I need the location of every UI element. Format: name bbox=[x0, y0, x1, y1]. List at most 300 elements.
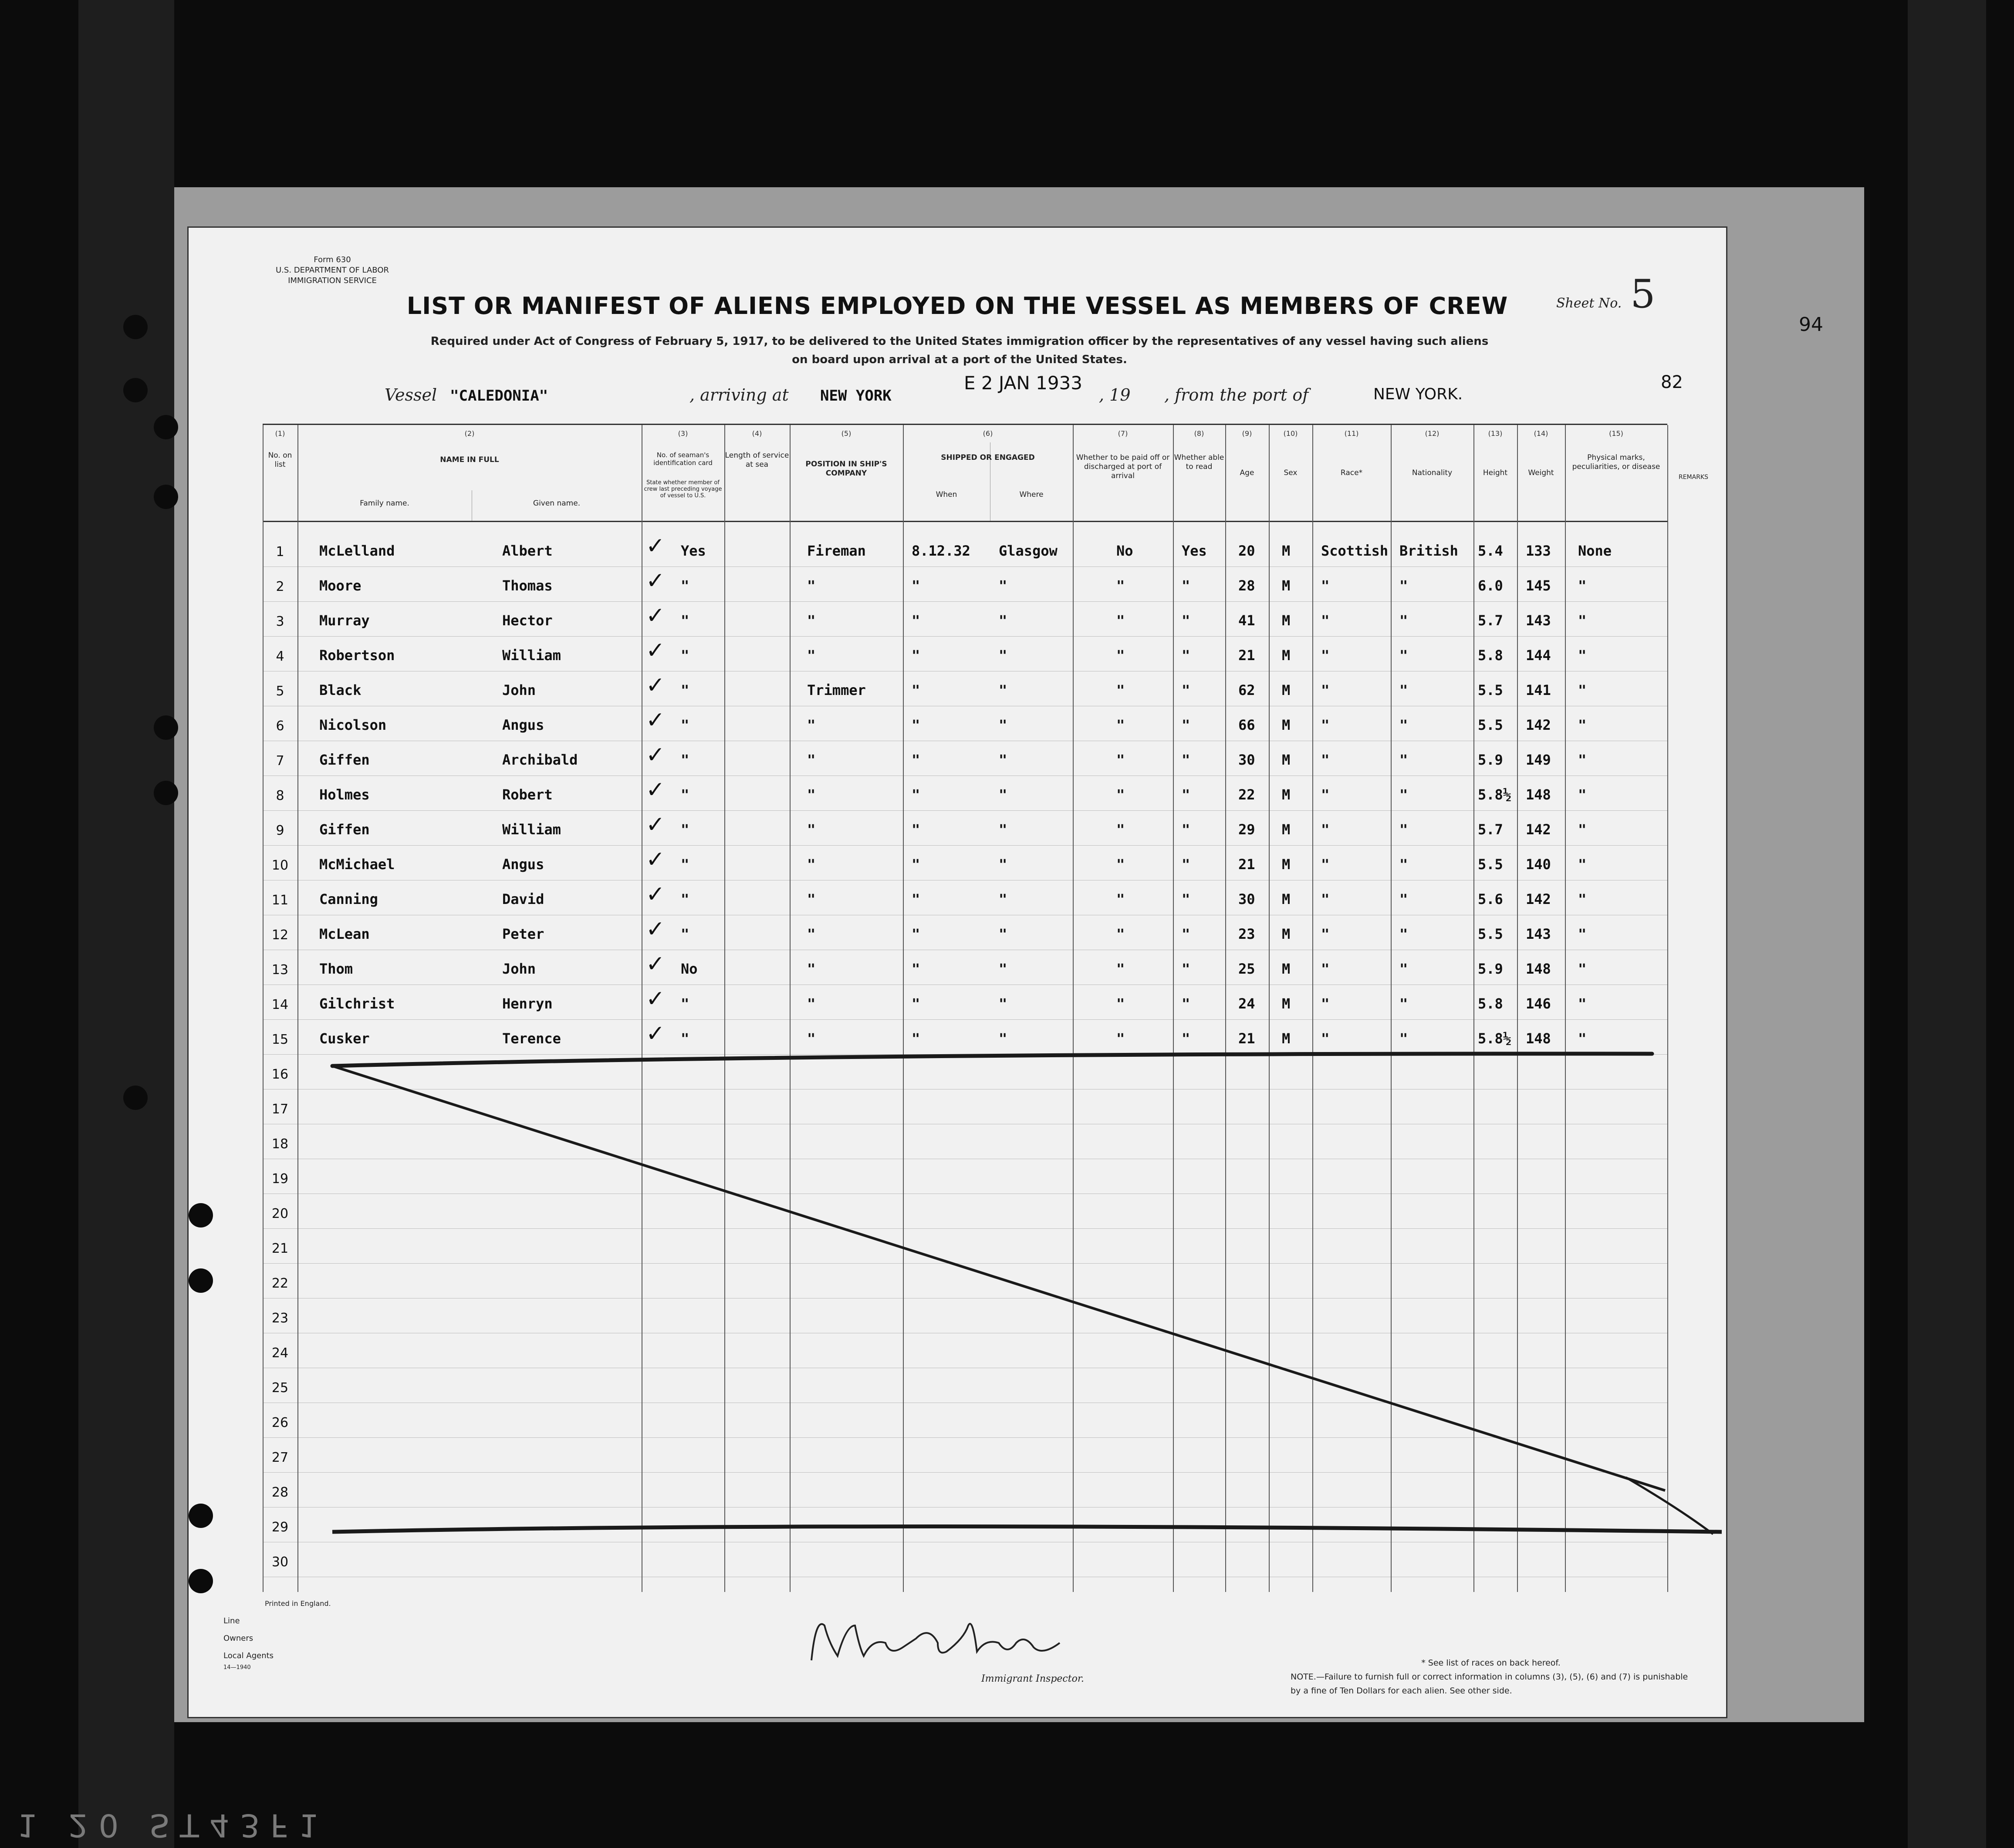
row-number: 22 bbox=[271, 1276, 289, 1291]
col-header-position: POSITION IN SHIP'S COMPANY bbox=[805, 460, 887, 478]
cell-check: ✓ bbox=[646, 881, 665, 907]
col-header-remarks: REMARKS bbox=[1678, 474, 1709, 481]
cell-read: " bbox=[1182, 647, 1190, 664]
cell-family: Cusker bbox=[319, 1030, 370, 1047]
cell-age: 23 bbox=[1238, 926, 1255, 942]
cell-weight: 142 bbox=[1526, 821, 1551, 838]
cell-nationality: " bbox=[1399, 926, 1408, 942]
cell-family: Holmes bbox=[319, 786, 370, 803]
cell-where: " bbox=[999, 1030, 1007, 1047]
cell-where: " bbox=[999, 786, 1007, 803]
cell-age: 20 bbox=[1238, 543, 1255, 559]
vessel-name: "CALEDONIA" bbox=[450, 387, 548, 405]
cancellation-strokes bbox=[189, 228, 1726, 1717]
cell-check: ✓ bbox=[646, 742, 665, 768]
column-number: (11) bbox=[1344, 429, 1359, 438]
col-header-height: Height bbox=[1483, 469, 1508, 477]
cell-age: 66 bbox=[1238, 717, 1255, 733]
cell-weight: 142 bbox=[1526, 717, 1551, 733]
row-number: 11 bbox=[271, 893, 289, 908]
cell-sex: M bbox=[1282, 1030, 1291, 1047]
printed-location: Printed in England. bbox=[265, 1599, 331, 1608]
owners-label: Owners bbox=[223, 1634, 253, 1643]
subtitle-line-1: Required under Act of Congress of February 5, 1917, to be delivered to the United States immigration officer by the representatives of any vessel having such aliens bbox=[430, 335, 1489, 348]
cell-marks: " bbox=[1578, 1030, 1587, 1047]
cell-marks: " bbox=[1578, 612, 1587, 629]
punch-hole bbox=[123, 378, 148, 402]
cell-family: McLean bbox=[319, 926, 370, 942]
cell-height: 5.7 bbox=[1478, 612, 1503, 629]
cell-read: " bbox=[1182, 821, 1190, 838]
punch-hole bbox=[154, 781, 178, 805]
subtitle-line-2: on board upon arrival at a port of the United States. bbox=[792, 353, 1127, 366]
arriving-port: NEW YORK bbox=[820, 387, 892, 405]
cell-weight: 148 bbox=[1526, 1030, 1551, 1047]
cell-when: " bbox=[912, 856, 920, 873]
cell-paid: No bbox=[1116, 543, 1133, 559]
cell-race: " bbox=[1321, 1030, 1330, 1047]
agents-label: Local Agents bbox=[223, 1651, 274, 1660]
row-number: 13 bbox=[271, 962, 289, 978]
row-number: 30 bbox=[271, 1555, 289, 1570]
cell-when: " bbox=[912, 717, 920, 733]
col-header-sex: Sex bbox=[1284, 469, 1298, 477]
column-number: (1) bbox=[275, 429, 285, 438]
cell-sex: M bbox=[1282, 543, 1291, 559]
cell-family: McLelland bbox=[319, 543, 395, 559]
race-note: * See list of races on back hereof. bbox=[1421, 1658, 1561, 1668]
cell-given: Robert bbox=[502, 786, 553, 803]
cell-height: 5.7 bbox=[1478, 821, 1503, 838]
cell-sex: M bbox=[1282, 612, 1291, 629]
cell-age: 30 bbox=[1238, 891, 1255, 907]
cell-weight: 145 bbox=[1526, 577, 1551, 594]
cell-sex: M bbox=[1282, 995, 1291, 1012]
cell-race: " bbox=[1321, 821, 1330, 838]
line-label: Line bbox=[223, 1616, 240, 1625]
cell-given: Angus bbox=[502, 856, 544, 873]
col-header-shipped: SHIPPED OR ENGAGED bbox=[941, 453, 1035, 462]
cell-marks: " bbox=[1578, 577, 1587, 594]
cell-paid: " bbox=[1116, 821, 1125, 838]
manifest-page bbox=[187, 226, 1727, 1718]
cell-where: " bbox=[999, 612, 1007, 629]
cell-position: " bbox=[807, 577, 816, 594]
cell-nationality: " bbox=[1399, 786, 1408, 803]
cell-where: " bbox=[999, 856, 1007, 873]
cell-position: Trimmer bbox=[807, 682, 866, 698]
row-number: 19 bbox=[271, 1171, 289, 1187]
cell-age: 30 bbox=[1238, 752, 1255, 768]
cell-read: Yes bbox=[1182, 543, 1207, 559]
cell-position: " bbox=[807, 821, 816, 838]
cell-paid: " bbox=[1116, 856, 1125, 873]
cell-race: " bbox=[1321, 961, 1330, 977]
cell-family: Giffen bbox=[319, 752, 370, 768]
col-header-race: Race* bbox=[1340, 469, 1363, 477]
arriving-label: , arriving at bbox=[689, 385, 789, 405]
cell-weight: 133 bbox=[1526, 543, 1551, 559]
col-header-read: Whether able to read bbox=[1174, 453, 1224, 471]
cell-position: " bbox=[807, 961, 816, 977]
cell-nationality: " bbox=[1399, 752, 1408, 768]
cell-given: Henryn bbox=[502, 995, 553, 1012]
cell-read: " bbox=[1182, 891, 1190, 907]
cell-prev: " bbox=[681, 612, 689, 629]
cell-prev: No bbox=[681, 961, 698, 977]
cell-read: " bbox=[1182, 717, 1190, 733]
column-number: (13) bbox=[1488, 429, 1503, 438]
cell-prev: " bbox=[681, 717, 689, 733]
column-number: (5) bbox=[841, 429, 852, 438]
sheet-value: 5 bbox=[1630, 271, 1656, 317]
cell-position: " bbox=[807, 995, 816, 1012]
column-number: (9) bbox=[1242, 429, 1252, 438]
from-port: NEW YORK. bbox=[1373, 385, 1463, 403]
cell-position: " bbox=[807, 752, 816, 768]
cell-read: " bbox=[1182, 682, 1190, 698]
inspector-signature bbox=[798, 1599, 1103, 1678]
cell-sex: M bbox=[1282, 786, 1291, 803]
cell-prev: " bbox=[681, 926, 689, 942]
cell-family: Nicolson bbox=[319, 717, 387, 733]
row-number: 6 bbox=[276, 718, 284, 734]
row-number: 4 bbox=[276, 649, 284, 664]
cell-age: 24 bbox=[1238, 995, 1255, 1012]
cell-nationality: " bbox=[1399, 995, 1408, 1012]
cell-age: 41 bbox=[1238, 612, 1255, 629]
row-number: 5 bbox=[276, 684, 284, 699]
cell-age: 28 bbox=[1238, 577, 1255, 594]
column-number: (14) bbox=[1534, 429, 1548, 438]
col-header-nationality: Nationality bbox=[1412, 469, 1453, 477]
cell-height: 5.8 bbox=[1478, 995, 1503, 1012]
cell-given: William bbox=[502, 647, 561, 664]
cell-position: " bbox=[807, 717, 816, 733]
cell-height: 5.5 bbox=[1478, 717, 1503, 733]
cell-check: ✓ bbox=[646, 707, 665, 733]
cell-paid: " bbox=[1116, 577, 1125, 594]
cell-sex: M bbox=[1282, 926, 1291, 942]
year-label: , 19 bbox=[1099, 385, 1131, 405]
cell-prev: " bbox=[681, 856, 689, 873]
cell-read: " bbox=[1182, 577, 1190, 594]
film-strip-right bbox=[1908, 0, 1986, 1848]
cell-height: 5.8½ bbox=[1478, 1030, 1512, 1047]
cell-nationality: " bbox=[1399, 682, 1408, 698]
punch-hole bbox=[154, 485, 178, 509]
cell-weight: 140 bbox=[1526, 856, 1551, 873]
cell-height: 5.5 bbox=[1478, 856, 1503, 873]
cell-check: ✓ bbox=[646, 637, 665, 664]
sheet-label: Sheet No. bbox=[1556, 296, 1622, 311]
cell-marks: " bbox=[1578, 647, 1587, 664]
row-number: 2 bbox=[276, 579, 284, 594]
cell-paid: " bbox=[1116, 961, 1125, 977]
col-header-service-length: Length of service at sea bbox=[725, 451, 789, 469]
cell-when: " bbox=[912, 961, 920, 977]
cell-paid: " bbox=[1116, 647, 1125, 664]
cell-position: " bbox=[807, 1030, 816, 1047]
cell-where: " bbox=[999, 995, 1007, 1012]
col-header-given-name: Given name. bbox=[533, 499, 581, 508]
cell-sex: M bbox=[1282, 577, 1291, 594]
col-header-id-card: No. of seaman's identification card bbox=[653, 451, 713, 467]
cell-when: " bbox=[912, 612, 920, 629]
cell-prev: " bbox=[681, 821, 689, 838]
column-number: (15) bbox=[1609, 429, 1623, 438]
cell-race: " bbox=[1321, 682, 1330, 698]
cell-nationality: British bbox=[1399, 543, 1458, 559]
cell-given: Angus bbox=[502, 717, 544, 733]
row-number: 10 bbox=[271, 858, 289, 873]
cell-height: 6.0 bbox=[1478, 577, 1503, 594]
cell-family: Gilchrist bbox=[319, 995, 395, 1012]
cell-nationality: " bbox=[1399, 717, 1408, 733]
cell-given: Terence bbox=[502, 1030, 561, 1047]
cell-where: " bbox=[999, 821, 1007, 838]
row-number: 14 bbox=[271, 997, 289, 1012]
cell-prev: " bbox=[681, 1030, 689, 1047]
cell-check: ✓ bbox=[646, 986, 665, 1012]
cell-nationality: " bbox=[1399, 612, 1408, 629]
cell-given: John bbox=[502, 682, 536, 698]
cell-race: " bbox=[1321, 647, 1330, 664]
cell-given: Thomas bbox=[502, 577, 553, 594]
row-number: 25 bbox=[271, 1380, 289, 1396]
cell-when: " bbox=[912, 891, 920, 907]
cell-check: ✓ bbox=[646, 846, 665, 873]
cell-marks: " bbox=[1578, 856, 1587, 873]
cell-given: Archibald bbox=[502, 752, 578, 768]
cell-family: Moore bbox=[319, 577, 362, 594]
cell-check: ✓ bbox=[646, 672, 665, 698]
cell-race: " bbox=[1321, 717, 1330, 733]
row-number: 1 bbox=[276, 544, 284, 560]
row-number: 15 bbox=[271, 1032, 289, 1047]
cell-height: 5.5 bbox=[1478, 926, 1503, 942]
cell-when: " bbox=[912, 682, 920, 698]
cell-height: 5.6 bbox=[1478, 891, 1503, 907]
cell-sex: M bbox=[1282, 717, 1291, 733]
cell-nationality: " bbox=[1399, 891, 1408, 907]
cell-age: 29 bbox=[1238, 821, 1255, 838]
cell-race: " bbox=[1321, 995, 1330, 1012]
cell-where: " bbox=[999, 891, 1007, 907]
cell-check: ✓ bbox=[646, 1021, 665, 1047]
cell-race: " bbox=[1321, 926, 1330, 942]
cell-position: " bbox=[807, 647, 816, 664]
cell-nationality: " bbox=[1399, 961, 1408, 977]
cell-weight: 149 bbox=[1526, 752, 1551, 768]
cell-read: " bbox=[1182, 752, 1190, 768]
cell-weight: 148 bbox=[1526, 786, 1551, 803]
cell-given: John bbox=[502, 961, 536, 977]
punch-hole bbox=[123, 1086, 148, 1110]
cell-sex: M bbox=[1282, 856, 1291, 873]
row-number: 12 bbox=[271, 927, 289, 943]
column-number: (4) bbox=[752, 429, 762, 438]
cell-height: 5.8½ bbox=[1478, 786, 1512, 803]
cell-family: Giffen bbox=[319, 821, 370, 838]
cell-read: " bbox=[1182, 995, 1190, 1012]
col-header-where: Where bbox=[1019, 490, 1044, 499]
cell-marks: " bbox=[1578, 821, 1587, 838]
cell-weight: 142 bbox=[1526, 891, 1551, 907]
cell-age: 21 bbox=[1238, 1030, 1255, 1047]
col-header-when: When bbox=[936, 490, 957, 499]
row-number: 20 bbox=[271, 1206, 289, 1221]
form-number: Form 630 bbox=[314, 255, 351, 264]
footer-note bbox=[1291, 1656, 1691, 1698]
column-number: (10) bbox=[1283, 429, 1298, 438]
cell-prev: " bbox=[681, 647, 689, 664]
cell-family: Canning bbox=[319, 891, 378, 907]
cell-family: Thom bbox=[319, 961, 353, 977]
col-header-family-name: Family name. bbox=[360, 499, 409, 508]
cell-where: " bbox=[999, 647, 1007, 664]
row-number: 8 bbox=[276, 788, 284, 803]
cell-marks: " bbox=[1578, 752, 1587, 768]
row-number: 23 bbox=[271, 1311, 289, 1326]
cell-read: " bbox=[1182, 856, 1190, 873]
cell-prev: " bbox=[681, 682, 689, 698]
cell-family: Black bbox=[319, 682, 362, 698]
cell-prev: " bbox=[681, 752, 689, 768]
cell-height: 5.8 bbox=[1478, 647, 1503, 664]
cell-where: " bbox=[999, 717, 1007, 733]
cell-marks: " bbox=[1578, 926, 1587, 942]
cell-height: 5.9 bbox=[1478, 961, 1503, 977]
row-number: 21 bbox=[271, 1241, 289, 1256]
cell-where: " bbox=[999, 577, 1007, 594]
row-number: 16 bbox=[271, 1067, 289, 1082]
vessel-label: Vessel bbox=[385, 385, 437, 405]
cell-given: Hector bbox=[502, 612, 553, 629]
inspector-label: Immigrant Inspector. bbox=[981, 1673, 1084, 1684]
cell-marks: " bbox=[1578, 891, 1587, 907]
cell-race: " bbox=[1321, 612, 1330, 629]
cell-given: William bbox=[502, 821, 561, 838]
cell-sex: M bbox=[1282, 647, 1291, 664]
cell-position: " bbox=[807, 891, 816, 907]
row-number: 29 bbox=[271, 1520, 289, 1535]
row-number: 27 bbox=[271, 1450, 289, 1465]
cell-age: 21 bbox=[1238, 856, 1255, 873]
penalty-note: NOTE.—Failure to furnish full or correct information in columns (3), (5), (6) and (7) is punishable by a fine of Ten Dollars for each alien. See other side. bbox=[1291, 1672, 1688, 1696]
row-number: 3 bbox=[276, 614, 284, 629]
cell-marks: " bbox=[1578, 961, 1587, 977]
sheet-margin-number: 82 bbox=[1661, 372, 1683, 392]
cell-check: ✓ bbox=[646, 777, 665, 803]
cell-nationality: " bbox=[1399, 856, 1408, 873]
cell-where: " bbox=[999, 682, 1007, 698]
cell-read: " bbox=[1182, 961, 1190, 977]
column-number: (6) bbox=[983, 429, 993, 438]
cell-read: " bbox=[1182, 786, 1190, 803]
column-number: (3) bbox=[678, 429, 688, 438]
cell-sex: M bbox=[1282, 752, 1291, 768]
cell-position: " bbox=[807, 612, 816, 629]
cell-when: " bbox=[912, 926, 920, 942]
cell-check: ✓ bbox=[646, 951, 665, 977]
cell-height: 5.4 bbox=[1478, 543, 1503, 559]
service-name: IMMIGRATION SERVICE bbox=[288, 276, 377, 285]
cell-marks: " bbox=[1578, 717, 1587, 733]
cell-prev: " bbox=[681, 577, 689, 594]
cell-when: " bbox=[912, 821, 920, 838]
cell-weight: 144 bbox=[1526, 647, 1551, 664]
cell-nationality: " bbox=[1399, 1030, 1408, 1047]
cell-weight: 143 bbox=[1526, 612, 1551, 629]
cell-when: " bbox=[912, 995, 920, 1012]
cell-race: " bbox=[1321, 786, 1330, 803]
department-name: U.S. DEPARTMENT OF LABOR bbox=[276, 266, 389, 275]
cell-family: Robertson bbox=[319, 647, 395, 664]
cell-given: Albert bbox=[502, 543, 553, 559]
date-stamp: E 2 JAN 1933 bbox=[964, 372, 1082, 394]
col-header-paid-off: Whether to be paid off or discharged at port of arrival bbox=[1076, 453, 1170, 480]
film-strip-left bbox=[78, 0, 174, 1848]
cell-sex: M bbox=[1282, 891, 1291, 907]
cell-height: 5.9 bbox=[1478, 752, 1503, 768]
cell-prev: " bbox=[681, 891, 689, 907]
punch-hole bbox=[123, 315, 148, 339]
column-number: (7) bbox=[1118, 429, 1128, 438]
punch-hole bbox=[154, 415, 178, 439]
cell-paid: " bbox=[1116, 891, 1125, 907]
cell-check: ✓ bbox=[646, 916, 665, 942]
row-number: 26 bbox=[271, 1415, 289, 1430]
folio-number: 94 bbox=[1799, 314, 1823, 336]
column-number: (12) bbox=[1425, 429, 1440, 438]
agents-code: 14—1940 bbox=[223, 1664, 251, 1671]
cell-marks: " bbox=[1578, 786, 1587, 803]
cell-weight: 143 bbox=[1526, 926, 1551, 942]
cell-nationality: " bbox=[1399, 577, 1408, 594]
cell-marks: " bbox=[1578, 995, 1587, 1012]
col-header-prev-voyage: State whether member of crew last preceding voyage of vessel to U.S. bbox=[644, 479, 722, 499]
cell-where: " bbox=[999, 926, 1007, 942]
cell-position: " bbox=[807, 856, 816, 873]
cell-sex: M bbox=[1282, 682, 1291, 698]
col-header-no: No. on list bbox=[268, 451, 292, 469]
cell-given: David bbox=[502, 891, 544, 907]
cell-where: " bbox=[999, 961, 1007, 977]
row-number: 9 bbox=[276, 823, 284, 838]
cell-when: " bbox=[912, 752, 920, 768]
cell-weight: 148 bbox=[1526, 961, 1551, 977]
cell-read: " bbox=[1182, 612, 1190, 629]
cell-prev: " bbox=[681, 995, 689, 1012]
film-edge-text: 1 20 ST43F1 bbox=[17, 1807, 329, 1844]
row-number: 7 bbox=[276, 753, 284, 769]
cell-age: 22 bbox=[1238, 786, 1255, 803]
cell-paid: " bbox=[1116, 612, 1125, 629]
footer-fields bbox=[223, 1612, 274, 1671]
cell-marks: " bbox=[1578, 682, 1587, 698]
col-header-name: NAME IN FULL bbox=[440, 455, 499, 464]
cell-weight: 146 bbox=[1526, 995, 1551, 1012]
cell-when: 8.12.32 bbox=[912, 543, 970, 559]
cell-read: " bbox=[1182, 926, 1190, 942]
row-number: 18 bbox=[271, 1136, 289, 1152]
cell-paid: " bbox=[1116, 995, 1125, 1012]
cell-position: " bbox=[807, 786, 816, 803]
col-header-weight: Weight bbox=[1528, 469, 1554, 477]
cell-check: ✓ bbox=[646, 603, 665, 629]
cell-prev: " bbox=[681, 786, 689, 803]
